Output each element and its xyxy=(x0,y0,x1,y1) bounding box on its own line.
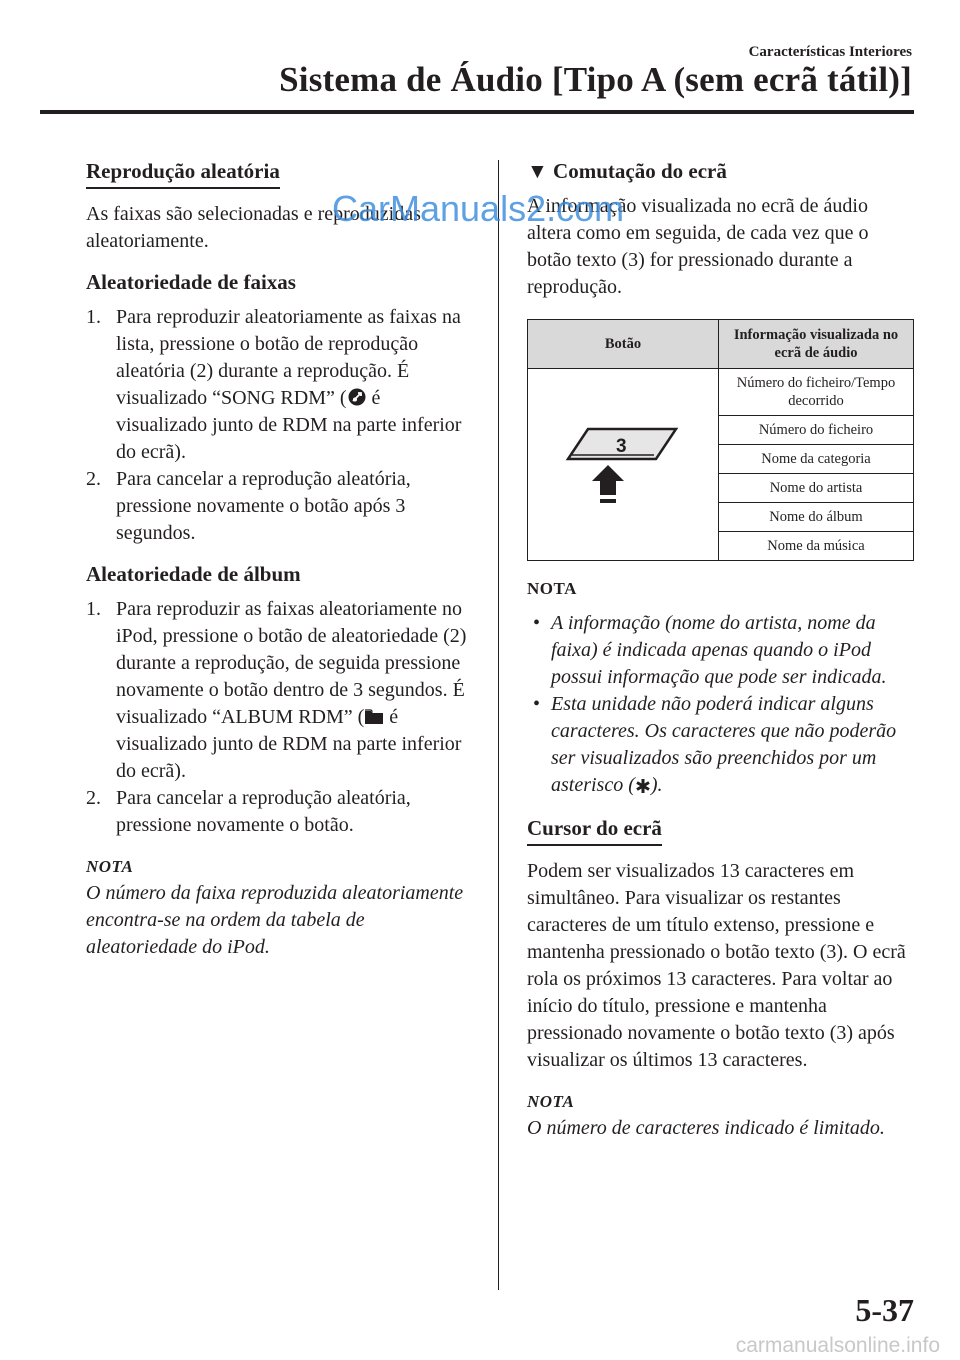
heading-random-playback: Reprodução aleatória xyxy=(86,158,280,189)
step-text: é visualizado junto de RDM na parte inferior do ecrã). xyxy=(116,387,462,463)
text-button-3-icon xyxy=(548,407,698,517)
step-text: Para reproduzir aleatoriamente as faixas na lista, pressione o botão de reprodução aleatória (2) durante a reprodução. É visualizado “SONG RDM” ( xyxy=(116,306,461,409)
table-cell: Número do ficheiro/Tempo decorrido xyxy=(719,369,914,416)
note-label: NOTA xyxy=(527,1092,575,1111)
table-header: Informação visualizada no ecrã de áudio xyxy=(719,320,914,369)
button-label: 3 xyxy=(616,436,627,457)
shuffle-song-icon xyxy=(347,387,367,407)
bullet-text: A informação (nome do artista, nome da faixa) é indicada apenas quando o iPod possui informação que pode ser indicada. xyxy=(551,612,887,688)
page-title: Sistema de Áudio [Tipo A (sem ecrã tátil)] xyxy=(279,60,912,99)
page-number: 5-37 xyxy=(855,1292,914,1328)
table-cell: Nome do artista xyxy=(719,474,914,503)
step-text: Para cancelar a reprodução aleatória, pressione novamente o botão. xyxy=(116,787,411,836)
section-label: Características Interiores xyxy=(748,44,912,60)
switch-intro: A informação visualizada no ecrã de áudio altera como em seguida, de cada vez que o botão texto (3) for pressionado durante a reprodução. xyxy=(527,195,869,298)
track-step-2 xyxy=(86,466,476,547)
bullet-dot-icon: • xyxy=(533,693,541,715)
triangle-down-icon: ▼ xyxy=(527,159,554,183)
watermark-top: CarManuals2.com xyxy=(332,188,625,229)
random-intro: As faixas são selecionadas e reproduzidas aleatoriamente. xyxy=(86,203,421,252)
bullet-text: Esta unidade não poderá indicar alguns caracteres. Os caracteres que não poderão ser visualizados são preenchidos por um asterisco ( xyxy=(551,693,897,796)
left-column xyxy=(86,158,476,971)
step-number: 1. xyxy=(86,306,101,328)
track-step-1 xyxy=(86,304,476,466)
table-header: Botão xyxy=(528,320,719,369)
note-label: NOTA xyxy=(86,857,134,876)
table-cell: Nome da música xyxy=(719,532,914,561)
heading-screen-cursor: Cursor do ecrã xyxy=(527,815,662,846)
folder-icon xyxy=(364,706,384,726)
button-illustration-cell xyxy=(528,369,719,561)
step-text: é visualizado junto de RDM na parte inferior do ecrã). xyxy=(116,706,462,782)
column-divider xyxy=(498,160,499,1290)
table-cell: Nome do álbum xyxy=(719,503,914,532)
note-bullet xyxy=(533,610,917,691)
album-step-2 xyxy=(86,785,476,839)
display-info-table xyxy=(527,319,914,561)
heading-track-random: Aleatoriedade de faixas xyxy=(86,270,296,294)
heading-screen-switch xyxy=(527,158,917,185)
table-cell: Número do ficheiro xyxy=(719,416,914,445)
step-number: 2. xyxy=(86,787,101,809)
watermark-bottom: carmanualsonline.info xyxy=(735,1334,940,1357)
note-bullet xyxy=(533,691,917,799)
asterisk-icon xyxy=(635,778,651,794)
step-text: Para cancelar a reprodução aleatória, pressione novamente o botão após 3 segundos. xyxy=(116,468,411,544)
heading-text: Comutação do ecrã xyxy=(553,159,727,183)
album-step-1 xyxy=(86,596,476,785)
heading-album-random: Aleatoriedade de álbum xyxy=(86,562,301,586)
right-column xyxy=(527,158,917,1152)
note-text: O número de caracteres indicado é limitado. xyxy=(527,1117,885,1139)
header-rule xyxy=(40,110,914,114)
note-label: NOTA xyxy=(527,579,577,598)
table-cell: Nome da categoria xyxy=(719,445,914,474)
step-number: 2. xyxy=(86,468,101,490)
note-text: O número da faixa reproduzida aleatoriamente encontra-se na ordem da tabela de aleatoriedade do iPod. xyxy=(86,882,464,958)
cursor-text: Podem ser visualizados 13 caracteres em simultâneo. Para visualizar os restantes caracteres de um título extenso, pressione e mantenha pressionado o botão texto (3). O ecrã rola os próximos 13 caracteres. Para voltar ao início do título, pressione e mantenha pressionado novamente o botão texto (3) após visualizar os últimos 13 caracteres. xyxy=(527,860,906,1071)
bullet-dot-icon: • xyxy=(533,612,541,634)
step-text: Para reproduzir as faixas aleatoriamente no iPod, pressione o botão de aleatoriedade (2) durante a reprodução, de seguida pressione novamente o botão dentro de 3 segundos. É visualizado “ALBUM RDM” ( xyxy=(116,598,467,728)
step-number: 1. xyxy=(86,598,101,620)
bullet-text: ). xyxy=(650,774,663,796)
